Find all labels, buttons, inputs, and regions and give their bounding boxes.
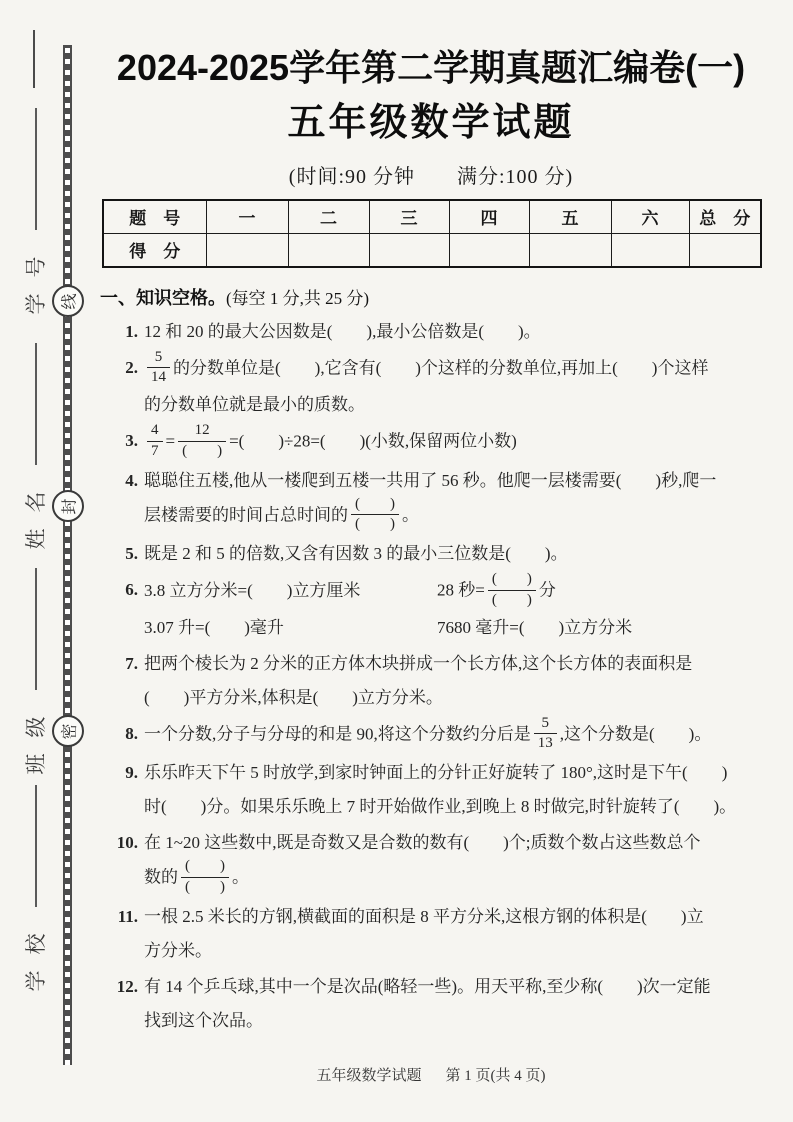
question-number: 7. [125, 653, 138, 673]
score-cell [529, 233, 611, 267]
margin-label-char: 班 [24, 753, 48, 775]
score-table-header-cell: 题 号 [103, 200, 206, 234]
score-cell [689, 233, 761, 267]
question-number: 4. [125, 470, 138, 490]
question-text: 层楼需要的时间占总时间的 [144, 505, 348, 525]
question-line [144, 714, 762, 755]
question-9 [100, 756, 762, 824]
margin-label-char: 名 [24, 491, 48, 513]
fraction-denominator: 7 [151, 442, 159, 459]
margin-top-line [33, 30, 35, 88]
question-number: 8. [125, 723, 138, 743]
exam-info-line: (时间:90 分钟 满分:100 分) [288, 165, 574, 188]
question-text: 一个分数,分子与分母的和是 90,将这个分数约分后是 [144, 724, 531, 744]
margin-label-char: 姓 [24, 528, 48, 550]
fraction-numerator: ( ) [181, 858, 229, 877]
main-content [100, 0, 762, 1040]
score-table-header-cell: 四 [449, 200, 529, 234]
question-text: 时( )分。如果乐乐晚上 7 时开始做作业,到晚上 8 时做完,时针旋转了( )。 [144, 797, 737, 817]
seal-char: 密 [61, 722, 79, 740]
question-text: 有 14 个乒乓球,其中一个是次品(略轻一些)。用天平称,至少称( )次一定能 [144, 976, 711, 996]
question-4 [100, 464, 762, 536]
fraction-numerator: 12 [178, 422, 226, 441]
seal-char: 封 [61, 497, 79, 515]
seal-badge [52, 285, 84, 317]
question-text: 聪聪住五楼,他从一楼爬到五楼一共用了 56 秒。他爬一层楼需要( )秒,爬一 [144, 470, 717, 490]
question-line [144, 934, 762, 968]
fill-in-line [35, 785, 37, 907]
question-11 [100, 900, 762, 968]
question-line [144, 424, 762, 462]
question-text: 12 和 20 的最大公因数是( ),最小公倍数是( )。 [144, 321, 541, 341]
question-number: 3. [125, 431, 138, 451]
question-line [144, 388, 762, 422]
score-cell [449, 233, 529, 267]
seal-badge [52, 490, 84, 522]
score-table-header-cell: 六 [611, 200, 689, 234]
score-table-score-row [103, 233, 761, 267]
question-10 [100, 826, 762, 898]
question-line [144, 495, 762, 536]
fraction-denominator: ( ) [491, 591, 532, 608]
margin-label-group [16, 568, 56, 777]
question-number: 6. [125, 580, 138, 600]
section-score-note: (每空 1 分,共 25 分) [226, 288, 370, 308]
margin-label-group [16, 785, 56, 994]
margin-label-char: 号 [24, 256, 48, 278]
score-cell [206, 233, 288, 267]
section-one-heading [100, 285, 762, 312]
footer-doc-title: 五年级数学试题 [316, 1068, 422, 1084]
question-text: 找到这个次品。 [144, 1010, 263, 1030]
score-cell [369, 233, 449, 267]
question-line [144, 900, 762, 934]
seal-badge [52, 715, 84, 747]
question-line [144, 756, 762, 790]
fraction-numerator: ( ) [351, 496, 399, 515]
fraction [351, 496, 399, 534]
fraction-numerator: ( ) [488, 571, 536, 590]
fraction [147, 349, 170, 387]
question-1 [100, 315, 762, 349]
question-line [144, 573, 762, 611]
question-line [144, 826, 762, 860]
question-line [144, 970, 762, 1004]
question-text: 分 [538, 580, 556, 600]
question-text: 的分数单位是( ),它含有( )个这样的分数单位,再加上( )个这样 [173, 358, 709, 378]
question-3 [100, 424, 762, 462]
question-text: ( )平方分米,体积是( )立方分米。 [144, 687, 443, 707]
question-number: 11. [117, 906, 138, 926]
fraction [147, 422, 163, 460]
margin-label-group [16, 343, 56, 552]
fraction [178, 422, 226, 460]
score-table-header-cell: 二 [288, 200, 369, 234]
fraction-denominator: ( ) [185, 878, 225, 895]
score-table [102, 199, 762, 268]
question-text: 3.8 立方分米=( )立方厘米 [144, 580, 361, 600]
question-line [144, 681, 762, 715]
question-text: = [165, 431, 176, 451]
question-text: 的分数单位就是最小的质数。 [144, 395, 365, 415]
seal-char: 线 [61, 292, 79, 310]
question-text: 把两个棱长为 2 分米的正方体木块拼成一个长方体,这个长方体的表面积是 [144, 653, 693, 673]
question-text: 28 秒= [437, 580, 485, 600]
question-text: 7680 毫升=( )立方分米 [437, 617, 633, 637]
fraction-numerator: 4 [147, 422, 163, 441]
question-12 [100, 970, 762, 1038]
question-text: ,这个分数是( )。 [559, 724, 712, 744]
question-number: 9. [125, 763, 138, 783]
question-number: 1. [125, 321, 138, 341]
fraction-denominator: 13 [537, 735, 553, 752]
section-title: 一、知识空格。 [100, 287, 226, 308]
question-7 [100, 647, 762, 715]
binding-margin [0, 0, 100, 1122]
seal-dashed-line [63, 45, 72, 1065]
question-number: 5. [125, 544, 138, 564]
fraction-denominator: ( ) [182, 442, 223, 459]
fraction [181, 858, 229, 896]
question-text: 方分米。 [144, 940, 212, 960]
question-text: 3.07 升=( )毫升 [144, 617, 284, 637]
fraction-numerator: 5 [534, 715, 557, 734]
question-text: 在 1~20 这些数中,既是奇数又是合数的数有( )个;质数个数占这些数总个 [144, 833, 701, 853]
question-line [144, 464, 762, 498]
question-text: 既是 2 和 5 的倍数,又含有因数 3 的最小三位数是( )。 [144, 544, 568, 564]
questions-list [100, 315, 762, 1038]
question-number: 2. [125, 357, 138, 377]
fraction-denominator: 14 [151, 369, 166, 386]
question-6 [100, 573, 762, 645]
question-number: 10. [116, 833, 138, 853]
question-8 [100, 714, 762, 755]
score-table-header-cell: 总 分 [689, 200, 761, 234]
score-table-header-cell: 五 [529, 200, 611, 234]
question-number: 12. [116, 976, 138, 996]
question-text: 。 [402, 505, 419, 525]
question-line [144, 315, 762, 349]
question-text: =( )÷28=( )(小数,保留两位小数) [229, 431, 517, 451]
question-2 [100, 348, 762, 423]
score-cell [288, 233, 369, 267]
margin-label-char: 级 [24, 716, 48, 738]
question-line [144, 647, 762, 681]
question-line [144, 537, 762, 571]
question-line [144, 348, 762, 389]
page-subtitle: 五年级数学试题 [287, 102, 575, 145]
score-table-header-cell: 一 [206, 200, 288, 234]
fraction-numerator: 5 [147, 349, 170, 368]
fill-in-line [35, 108, 37, 230]
question-text: 。 [232, 867, 249, 887]
fraction-denominator: ( ) [355, 516, 395, 533]
question-line [144, 611, 762, 645]
fill-in-line [35, 568, 37, 690]
question-5 [100, 537, 762, 571]
question-line [144, 1004, 762, 1038]
fill-in-line [35, 343, 37, 465]
fraction [488, 571, 536, 609]
question-line [144, 790, 762, 824]
page-footer [100, 1064, 762, 1085]
question-text: 乐乐昨天下午 5 时放学,到家时钟面上的分针正好旋转了 180°,这时是下午( ) [144, 763, 728, 783]
footer-page-info: 第 1 页(共 4 页) [445, 1068, 546, 1084]
score-cell [611, 233, 689, 267]
question-line [144, 860, 762, 898]
page-title: 2024-2025学年第二学期真题汇编卷(一) [116, 47, 746, 88]
score-table-header-cell: 三 [369, 200, 449, 234]
score-row-label: 得 分 [103, 233, 206, 267]
margin-label-char: 学 [24, 970, 48, 992]
margin-label-char: 学 [24, 293, 48, 315]
margin-label-char: 校 [24, 933, 48, 955]
fraction [534, 715, 557, 753]
score-table-header-row [103, 200, 761, 234]
question-text: 数的 [144, 867, 178, 887]
margin-label-group [16, 108, 56, 317]
question-text: 一根 2.5 米长的方钢,横截面的面积是 8 平方分米,这根方钢的体积是( )立 [144, 906, 704, 926]
